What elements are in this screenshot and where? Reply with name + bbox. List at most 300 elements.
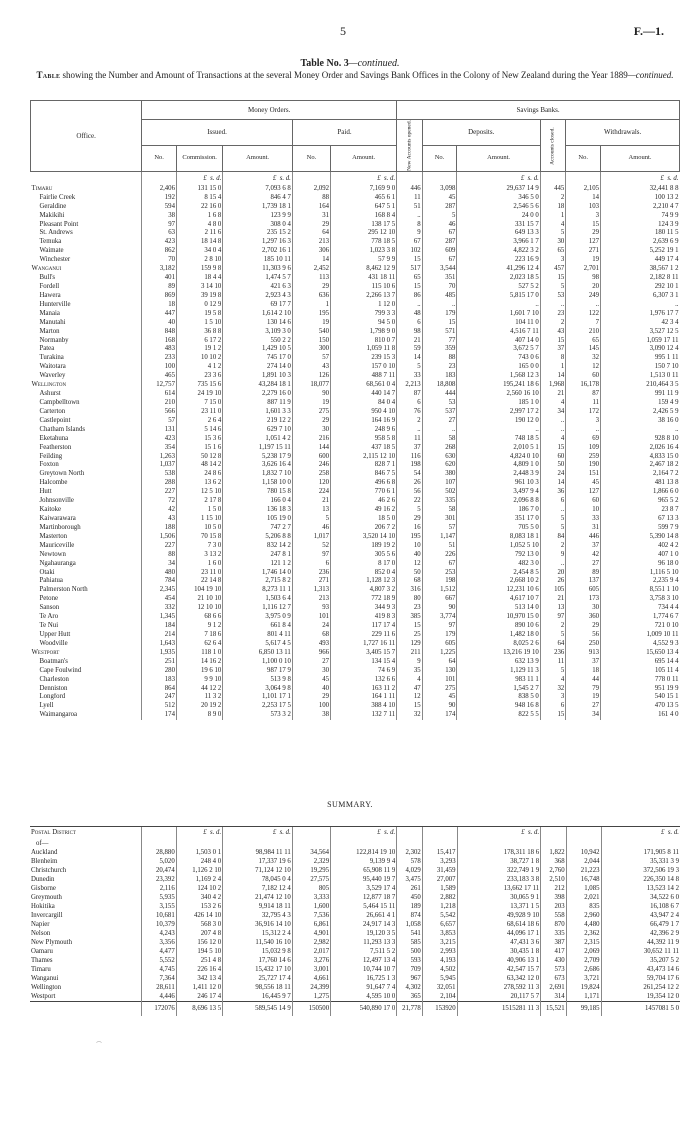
summary-cell: 25,727 17 4 [223,974,293,983]
summary-cell: 3,721 [566,974,601,983]
table-cell: 68 [292,631,330,640]
table-cell: 229 11 6 [331,631,397,640]
table-cell: 29 [566,622,601,631]
table-cell: 183 [422,372,457,381]
table-cell: 68 6 6 [176,613,222,622]
table-cell: 620 [422,461,457,470]
table-cell: 271 [566,247,601,256]
summary-cell: 5,945 [422,974,457,983]
table-cell: 1,059 17 11 [601,337,680,346]
summary-row [30,884,680,893]
summary-cell: 63,342 12 0 [457,974,541,983]
summary-cell: 65,908 11 9 [331,866,397,875]
table-cell: 1,147 [422,533,457,542]
table-cell: 3,774 [422,613,457,622]
table-cell: 7 15 0 [176,399,222,408]
summary-cell: 673 [541,974,567,983]
table-row [31,488,680,497]
table-cell: 159 9 8 [176,265,222,274]
table-cell: 950 4 10 [331,408,397,417]
table-cell: 5,815 17 0 [457,292,540,301]
table-cell: 13 [292,506,330,515]
table-cell: 481 13 8 [601,479,680,488]
table-cell: 3,109 3 0 [223,328,293,337]
total-cell: 8,696 13 5 [176,1002,222,1017]
withdrawals-no-header: No. [566,145,601,171]
table-cell: 268 [422,444,457,453]
table-cell: 195 [292,310,330,319]
table-row [31,560,680,569]
office-name: Castlepoint [39,416,71,424]
summary-cell: 398 [541,893,567,902]
unit-label: £ s. d. [223,827,293,840]
table-cell: 1,474 5 7 [223,274,293,283]
summary-cell: 153 2 6 [176,902,222,911]
summary-cell: 156 12 0 [176,938,222,947]
table-cell: 34 [540,408,565,417]
table-cell: 41,296 12 4 [457,265,540,274]
table-row [31,274,680,283]
summary-cell: 2,993 [422,947,457,956]
table-cell: 168 8 4 [331,212,397,221]
table-cell: 493 [292,640,330,649]
total-label-cell [30,1002,141,1017]
table-cell: 210,464 3 5 [601,381,680,390]
table-row [31,551,680,560]
office-name: Hunterville [39,300,71,308]
summary-cell: 3,333 [292,893,330,902]
table-row [31,693,680,702]
table-cell: 571 [422,328,457,337]
table-cell: 145 [566,345,601,354]
table-cell: 2 [397,417,422,426]
table-cell: 23 8 7 [601,506,680,515]
summary-cell: 1,218 [422,902,457,911]
district-name: Wellington [31,984,62,991]
table-cell: 53 [540,292,565,301]
table-cell: 14 16 2 [176,658,222,667]
table-cell: 48 [397,310,422,319]
table-cell: 5,252 19 1 [601,247,680,256]
table-cell: 219 12 2 [223,417,293,426]
paid-header: Paid. [292,120,396,146]
district-name: Wanganui [31,975,59,982]
summary-cell: 21,474 12 10 [223,893,293,902]
summary-cell: 1,503 0 1 [176,848,222,857]
table-cell: 77 [422,337,457,346]
summary-cell: 7,536 [292,911,330,920]
office-name: Charleston [39,675,69,683]
table-row [31,586,680,595]
summary-cell: 3,215 [422,938,457,947]
table-cell: 137 [566,577,601,586]
summary-cell: 2,315 [566,938,601,947]
table-cell: 80 [397,595,422,604]
summary-cell: 122,814 19 10 [331,848,397,857]
table-cell: 437 18 5 [331,444,397,453]
table-cell: 649 13 3 [457,229,540,238]
summary-cell: 5,542 [422,911,457,920]
table-cell: 540 15 1 [601,693,680,702]
table-cell: 605 [566,586,601,595]
table-cell: 164 1 11 [331,693,397,702]
table-cell: 258 [292,470,330,479]
summary-row [30,848,680,857]
table-cell: 6,307 3 1 [601,292,680,301]
summary-cell: 2,302 [397,848,423,857]
table-cell: 1 [540,212,565,221]
table-cell: 4 [540,676,565,685]
table-cell: .. [540,417,565,426]
table-cell: 151 [566,470,601,479]
district-name: Christchurch [31,867,67,874]
unit-label: £ s. d. [331,171,397,185]
table-cell: 19 1 2 [176,345,222,354]
table-cell: 3 13 2 [176,551,222,560]
table-cell: 6,850 13 11 [223,649,293,658]
summary-row [30,983,680,992]
table-cell: 118 1 0 [176,649,222,658]
table-cell: 23 [540,310,565,319]
table-cell: 11 [566,399,601,408]
table-cell: 5,617 4 5 [223,640,293,649]
table-cell: 632 13 9 [457,658,540,667]
table-cell: 116 [397,453,422,462]
table-cell: 190 12 0 [457,417,540,426]
table-cell: 2,715 8 2 [223,577,293,586]
table-cell: 274 14 0 [223,363,293,372]
table-cell: 57 [422,524,457,533]
table-cell: 38 [292,711,330,720]
table-cell: 445 [540,185,565,194]
summary-cell: 20,474 [141,866,176,875]
table-cell: 68,561 0 4 [331,381,397,390]
table-cell: 10,970 15 0 [457,613,540,622]
table-cell: 233 [142,354,177,363]
table-cell: 6 [397,319,422,328]
total-cell: 1457081 5 0 [601,1002,680,1017]
table-cell: .. [540,301,565,310]
table-cell: 40 [292,685,330,694]
table-cell: 166 0 4 [223,497,293,506]
summary-cell: 430 [541,956,567,965]
table-cell: 100 [142,363,177,372]
table-cell: 13 [540,604,565,613]
summary-cell: 1,589 [422,884,457,893]
table-cell: 42 [566,551,601,560]
table-cell: 2,092 [292,185,330,194]
table-cell: 2 [540,194,565,203]
table-cell: 4 [397,676,422,685]
summary-cell: 541 [397,929,423,938]
table-cell: 98 [566,274,601,283]
table-row [31,328,680,337]
table-number-text: Table No. 3 [300,58,349,69]
summary-row [30,893,680,902]
summary-cell: 194 5 10 [176,947,222,956]
table-cell: 402 4 2 [601,542,680,551]
table-cell: 65 [540,247,565,256]
table-cell: 10 10 2 [176,354,222,363]
table-cell: 423 [142,435,177,444]
table-cell: 1,197 15 11 [223,444,293,453]
table-cell: 8,551 1 10 [601,586,680,595]
table-cell: 614 [142,390,177,399]
table-cell: 6 [397,399,422,408]
table-cell: 2,639 6 9 [601,238,680,247]
table-cell: 97 [540,613,565,622]
table-cell: 449 17 4 [601,256,680,265]
table-row [31,711,680,720]
table-row [31,256,680,265]
table-row [31,497,680,506]
table-cell: 239 15 3 [331,354,397,363]
table-cell: 1 6 8 [176,212,222,221]
table-cell: 30 [566,604,601,613]
summary-row [30,857,680,866]
office-name: Johnsonville [39,497,74,505]
summary-cell: 3,155 [141,902,176,911]
summary-cell: 27,575 [292,875,330,884]
table-cell: 5 [540,524,565,533]
table-cell: 961 10 3 [457,479,540,488]
table-cell: 1 15 10 [176,515,222,524]
summary-cell: 16,445 9 7 [223,992,293,1002]
summary-cell: 9,139 9 4 [331,857,397,866]
table-cell: 56 [566,631,601,640]
table-cell: 4,824 0 10 [457,453,540,462]
district-name: Auckland [31,849,58,856]
table-cell: 4,833 15 0 [601,453,680,462]
table-cell: 465 [142,372,177,381]
office-name: Pleasant Point [39,220,79,228]
summary-row [30,875,680,884]
table-cell: 594 [142,203,177,212]
summary-cell: 26,661 4 1 [331,911,397,920]
table-cell: 1,116 12 7 [223,604,293,613]
table-cell: 1,512 [422,586,457,595]
table-cell: 19 5 8 [176,310,222,319]
table-cell: 132 6 6 [331,676,397,685]
summary-cell: 171,905 8 11 [601,848,680,857]
summary-cell: 44,392 11 9 [601,938,680,947]
summary-cell: 558 [541,911,567,920]
table-cell: 2 [540,542,565,551]
summary-cell: 21,223 [566,866,601,875]
summary-cell: 248 4 0 [176,857,222,866]
summary-cell: 5,935 [141,893,176,902]
table-cell: 480 [142,569,177,578]
table-cell: 832 14 2 [223,542,293,551]
summary-cell: 578 [397,857,423,866]
summary-cell: 1,600 [292,902,330,911]
table-cell: 236 [540,649,565,658]
withdrawals-amount-header: Amount. [601,145,680,171]
summary-cell: 6,861 [292,920,330,929]
table-cell: 97 [292,551,330,560]
office-name: Marton [39,327,60,335]
table-cell: 104 11 0 [457,319,540,328]
table-cell: 34 0 4 [176,247,222,256]
table-cell: 11 [540,658,565,667]
office-name: Waverley [39,372,66,380]
table-cell: 401 [142,274,177,283]
summary-cell: 30,065 9 1 [457,893,541,902]
table-cell: 667 [422,595,457,604]
table-cell: 86 [397,292,422,301]
table-cell: 421 6 3 [223,283,293,292]
office-name: Lyell [39,702,54,710]
unit-label: £ s. d. [176,171,222,185]
table-cell: 407 1 0 [601,551,680,560]
table-cell: 188 [142,524,177,533]
table-cell: 159 4 9 [601,399,680,408]
table-row [31,354,680,363]
table-cell: 9 [397,229,422,238]
summary-cell: 10,942 [566,848,601,857]
office-name: Feilding [39,452,63,460]
accounts-closed-header: Accounts closed. [540,120,565,172]
table-cell: 138 17 5 [331,221,397,230]
table-cell: 951 19 9 [601,685,680,694]
table-cell: 1,739 18 1 [223,203,293,212]
summary-cell: 43,473 14 6 [601,965,680,974]
table-cell: 987 17 9 [223,667,293,676]
table-cell: 2,115 12 10 [331,453,397,462]
summary-cell: 568 3 0 [176,920,222,929]
summary-cell: 44,096 17 1 [457,929,541,938]
table-cell: 98 [397,328,422,337]
page-header [0,22,700,42]
table-cell: 16 [397,524,422,533]
table-cell: 30 [540,238,565,247]
table-cell: 126 [292,372,330,381]
table-cell: 846 4 7 [223,194,293,203]
table-cell: 32 [397,711,422,720]
summary-cell: 246 17 4 [176,992,222,1002]
summary-cell: 2,510 [541,875,567,884]
table-cell: 1,052 5 10 [457,542,540,551]
table-row [31,337,680,346]
table-cell: 3,975 0 9 [223,613,293,622]
table-cell: 33 [566,515,601,524]
table-cell: 538 [142,470,177,479]
table-cell: 45 [422,693,457,702]
table-cell: 1,727 16 11 [331,640,397,649]
table-cell: 8 9 0 [176,711,222,720]
table-cell: 246 [292,461,330,470]
table-row [31,506,680,515]
table-cell: 87 [397,390,422,399]
table-cell: 63 [142,229,177,238]
summary-cell: 11,540 16 10 [223,938,293,947]
table-cell: 12 10 10 [176,604,222,613]
table-cell: 102 [397,247,422,256]
table-cell: 11 [397,194,422,203]
table-cell: 27 [566,560,601,569]
summary-row [30,992,680,1002]
summary-cell: 2,021 [566,893,601,902]
table-cell: 70 [142,256,177,265]
table-cell: 12,231 10 6 [457,586,540,595]
office-name: Manutahi [39,318,66,326]
summary-cell: 2,104 [422,992,457,1002]
document-code: F.—1. [633,24,664,38]
summary-row [30,974,680,983]
summary-cell: 98,556 18 11 [223,983,293,992]
table-cell: 5 [397,363,422,372]
table-cell: 6 [540,497,565,506]
table-row [31,363,680,372]
table-cell: 43 [292,363,330,372]
table-cell: 995 1 11 [601,354,680,363]
table-row [31,247,680,256]
summary-cell: 1,411 12 0 [176,983,222,992]
table-cell: 2 11 6 [176,229,222,238]
table-cell: 214 [142,631,177,640]
total-cell: 172076 [141,1002,176,1017]
table-cell: 991 11 9 [601,390,680,399]
office-name: Wellington [31,381,67,389]
table-cell: 113 [292,274,330,283]
table-cell: 848 [142,328,177,337]
table-cell: 189 19 2 [331,542,397,551]
table-cell: 185 10 11 [223,256,293,265]
table-cell: 1,482 18 0 [457,631,540,640]
summary-cell: 10,379 [141,920,176,929]
table-row [31,417,680,426]
table-cell: 192 [142,194,177,203]
table-cell: 101 [292,613,330,622]
summary-cell: 1,169 2 4 [176,875,222,884]
table-row [31,631,680,640]
table-cell: 799 3 3 [331,310,397,319]
table-cell: 26 [397,479,422,488]
summary-cell: 28,611 [141,983,176,992]
summary-cell: 874 [397,911,423,920]
transactions-table [30,100,680,720]
table-cell: 16,178 [566,381,601,390]
table-cell: 447 [142,310,177,319]
office-name: Waimangaroa [39,711,78,719]
office-name: Timaru [31,184,53,192]
table-cell: 316 [397,586,422,595]
total-cell: 99,185 [566,1002,601,1017]
table-row [31,444,680,453]
summary-cell: 365 [397,992,423,1002]
summary-cell: 417 [541,947,567,956]
table-cell: 335 [422,497,457,506]
table-cell: 15 [397,622,422,631]
summary-cell: 2,044 [566,857,601,866]
table-cell: 24 [540,470,565,479]
table-cell: 512 [142,702,177,711]
table-cell: 247 [142,693,177,702]
table-row [31,470,680,479]
table-cell: 2,164 7 2 [601,470,680,479]
district-name: Nelson [31,930,51,937]
table-cell: 1,345 [142,613,177,622]
table-cell: 1,935 [142,649,177,658]
office-name: Woodville [39,639,68,647]
table-cell: 19 [566,693,601,702]
office-name: Bull's [39,274,56,282]
table-cell: 15 [566,221,601,230]
table-cell: 3,626 16 4 [223,461,293,470]
table-cell: 23 3 6 [176,372,222,381]
summary-cell: 7,511 5 2 [331,947,397,956]
table-cell: 8 15 4 [176,194,222,203]
